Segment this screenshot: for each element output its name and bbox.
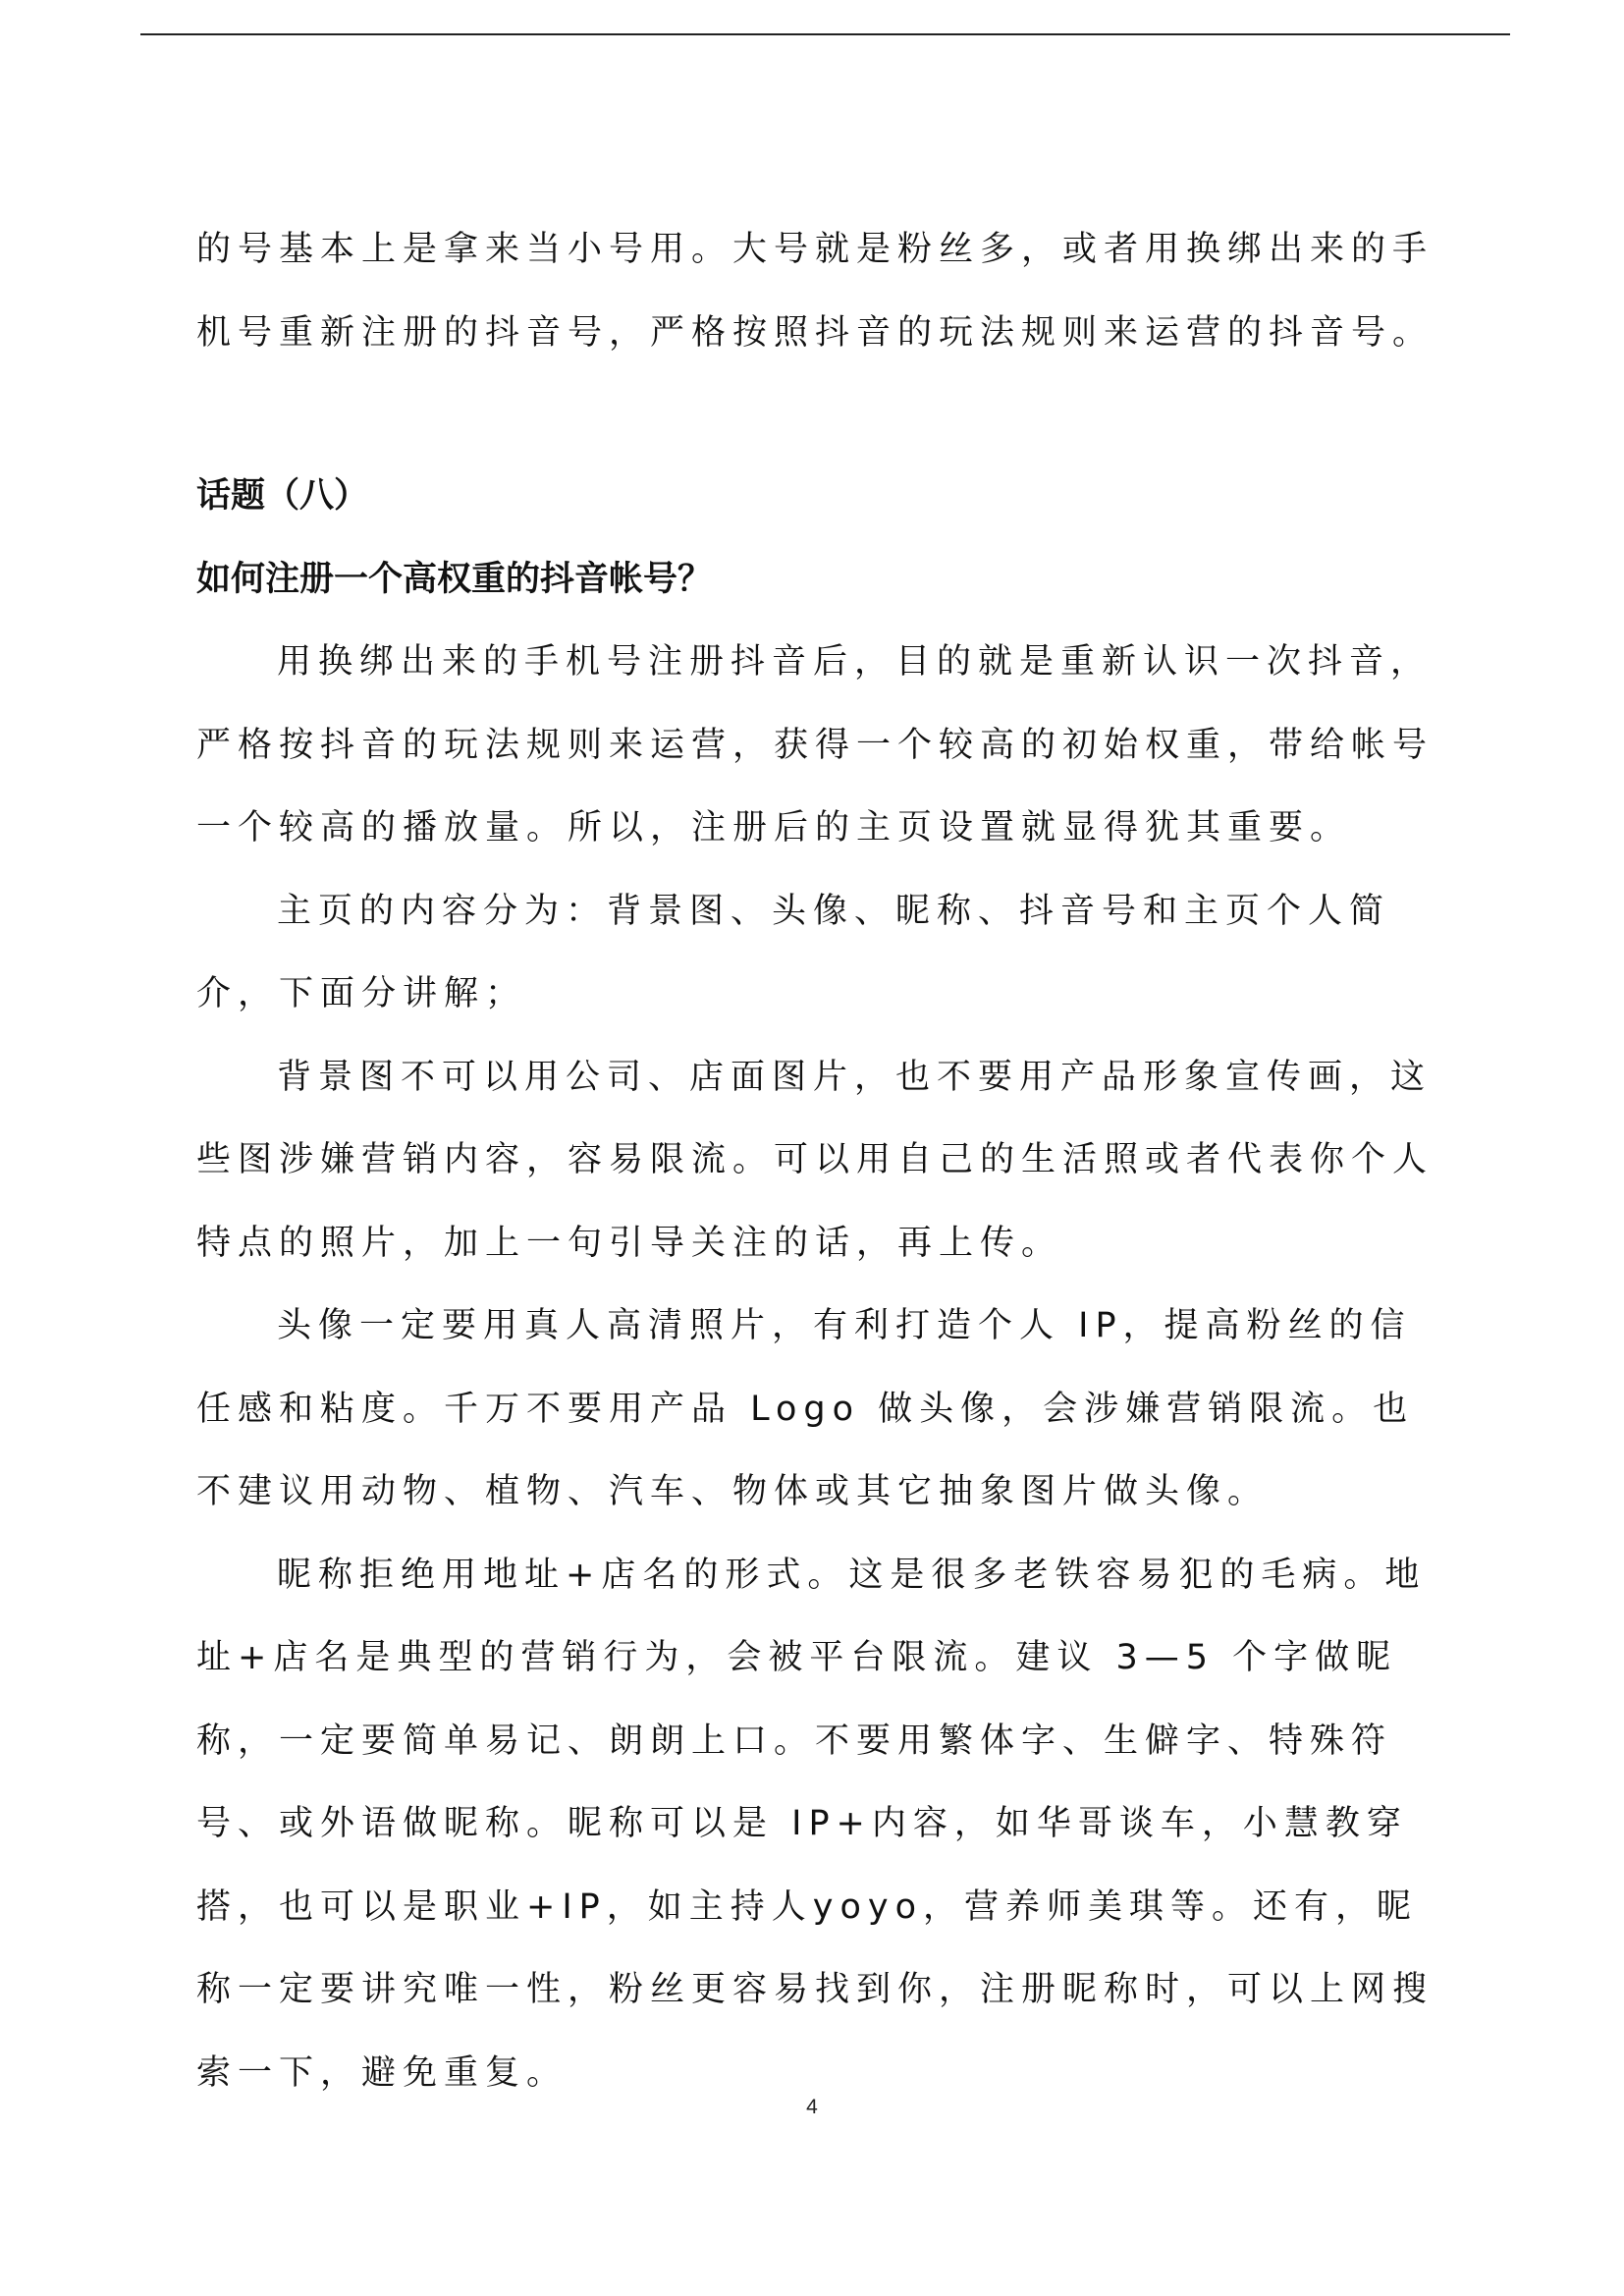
question-heading: 如何注册一个高权重的抖音帐号？ — [196, 559, 713, 599]
section-spacer — [196, 374, 1434, 455]
paragraph-background-image: 背景图不可以用公司、店面图片，也不要用产品形象宣传画，这些图涉嫌营销内容，容易限流。可以用自己的生活照或者代表你个人特点的照片，加上一句引导关注的话，再上传。 — [196, 1057, 1435, 1263]
page-number: 4 — [806, 2096, 818, 2118]
paragraph-avatar: 头像一定要用真人高清照片，有利打造个人 IP，提高粉丝的信任感和粘度。千万不要用产品 Logo 做头像，会涉嫌营销限流。也不建议用动物、植物、汽车、物体或其它抽象图片做头像。 — [196, 1306, 1415, 1511]
page-content — [196, 208, 1434, 2114]
paragraph-nickname: 昵称拒绝用地址+店名的形式。这是很多老铁容易犯的毛病。地址+店名是典型的营销行为，会被平台限流。建议 3—5 个字做昵称，一定要简单易记、朗朗上口。不要用繁体字、生僻字、特殊符号、或外语做昵称。昵称可以是 IP+内容，如华哥谈车，小慧教穿搭，也可以是职业+IP，如主持人yoyo，营养师美琪等。还有，昵称一定要讲究唯一性，粉丝更容易找到你，注册昵称时，可以上网搜索一下，避免重复。 — [196, 1555, 1435, 2093]
header-rule — [140, 33, 1510, 35]
continuation-paragraph: 的号基本上是拿来当小号用。大号就是粉丝多，或者用换绑出来的手机号重新注册的抖音号，严格按照抖音的玩法规则来运营的抖音号。 — [196, 230, 1435, 353]
paragraph-homepage-content: 主页的内容分为：背景图、头像、昵称、抖音号和主页个人简介，下面分讲解； — [196, 891, 1391, 1013]
paragraph-registration: 用换绑出来的手机号注册抖音后，目的就是重新认识一次抖音，严格按抖音的玩法规则来运营，获得一个较高的初始权重，带给帐号一个较高的播放量。所以，注册后的主页设置就显得犹其重要。 — [196, 642, 1435, 847]
topic-heading: 话题（八） — [196, 476, 369, 516]
